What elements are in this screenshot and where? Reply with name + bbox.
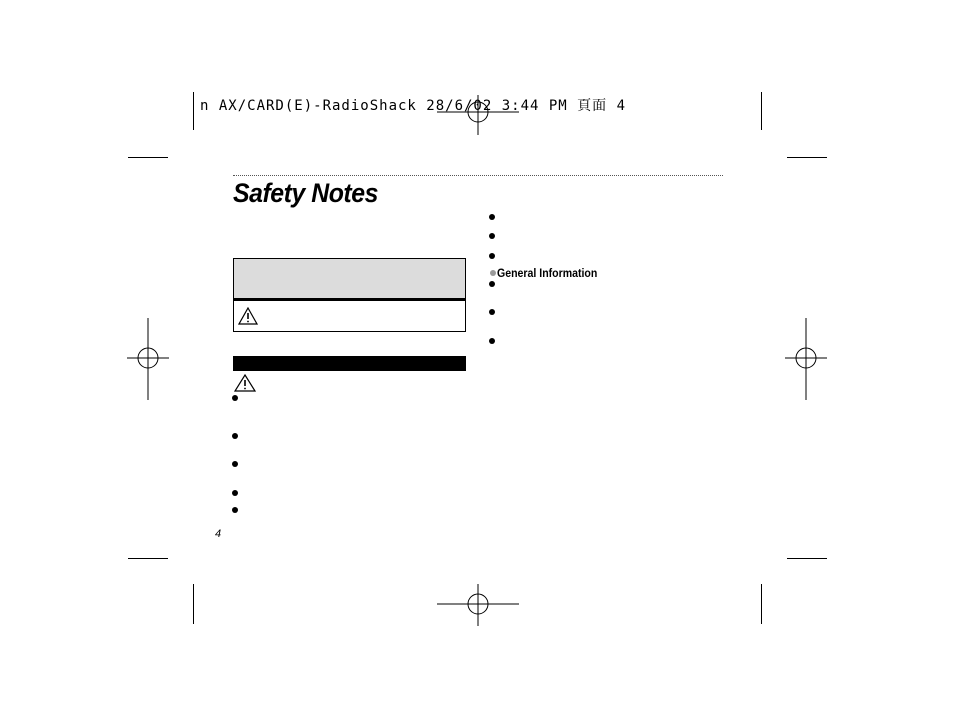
crop-mark-bottom-left-vertical	[193, 584, 194, 624]
grey-notice-box	[233, 258, 466, 299]
section-header-bar	[233, 356, 466, 371]
crop-mark-bottom-right-horizontal	[787, 558, 827, 559]
list-bullet	[489, 233, 495, 239]
crop-mark-bottom-left-horizontal	[128, 558, 168, 559]
list-bullet	[489, 281, 495, 287]
page-title: Safety Notes	[233, 178, 378, 208]
list-bullet	[489, 338, 495, 344]
warning-box	[233, 299, 466, 332]
list-bullet	[232, 395, 238, 401]
list-bullet	[489, 253, 495, 259]
crop-mark-top-right-vertical	[761, 92, 762, 130]
page-number: 4	[215, 528, 222, 540]
print-slug: n AX/CARD(E)-RadioShack 28/6/02 3:44 PM 頁面 4	[200, 98, 627, 114]
warning-triangle-icon	[234, 374, 256, 392]
list-bullet	[232, 461, 238, 467]
registration-crosshair-icon	[437, 584, 519, 626]
section-heading: General Information	[497, 266, 598, 280]
registration-crosshair-icon	[785, 318, 827, 400]
crop-mark-top-left-vertical	[193, 92, 194, 130]
registration-crosshair-icon	[127, 318, 169, 400]
warning-triangle-icon	[238, 307, 258, 325]
list-bullet	[232, 490, 238, 496]
crop-mark-top-left-horizontal	[128, 157, 168, 158]
list-bullet	[232, 433, 238, 439]
list-bullet	[489, 214, 495, 220]
list-bullet	[232, 507, 238, 513]
list-bullet	[490, 270, 496, 276]
crop-mark-bottom-right-vertical	[761, 584, 762, 624]
crop-mark-top-right-horizontal	[787, 157, 827, 158]
dotted-divider	[233, 175, 723, 176]
list-bullet	[489, 309, 495, 315]
